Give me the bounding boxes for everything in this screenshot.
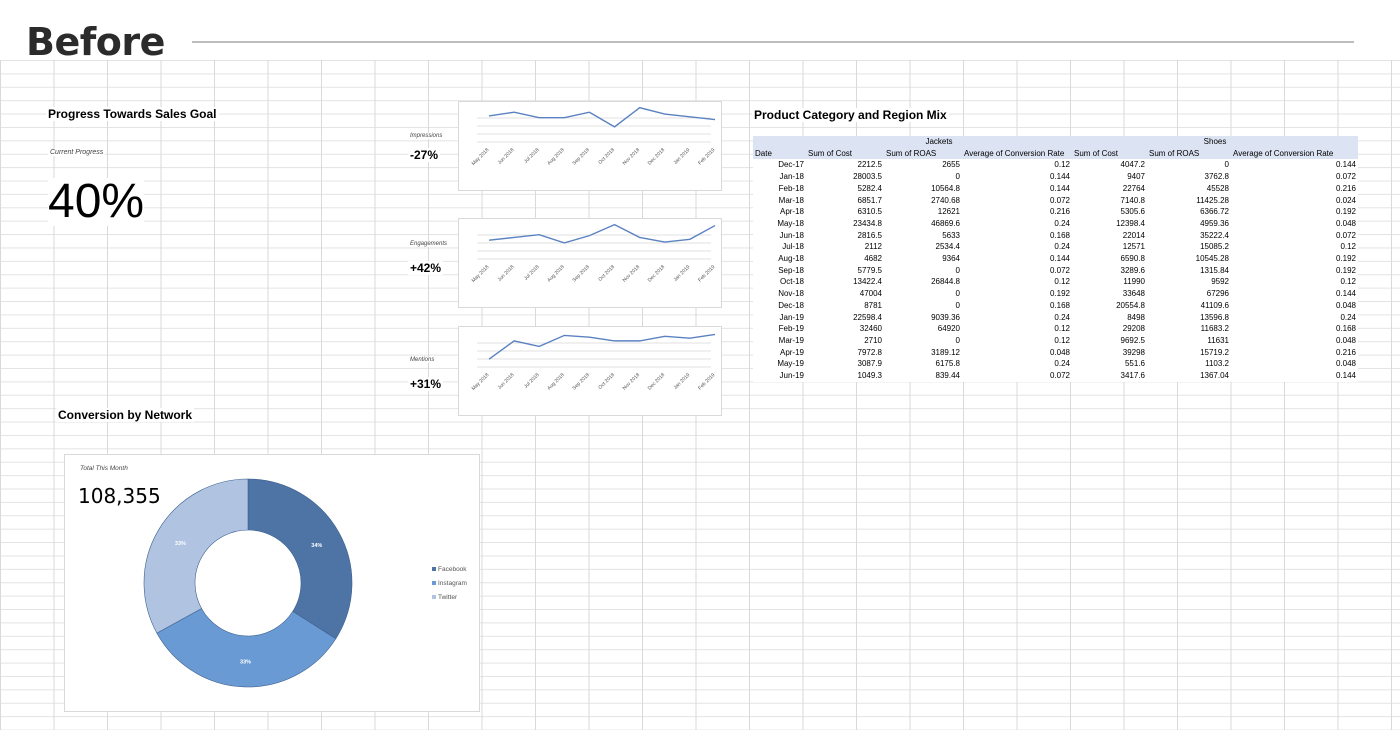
table-row: [753, 241, 1358, 253]
table-cell[interactable]: 11683.2: [1200, 324, 1229, 334]
table-cell[interactable]: 11631: [1207, 335, 1229, 345]
table-cell[interactable]: 0.144: [1335, 160, 1357, 170]
legend-item: [432, 576, 467, 590]
sales-goal-heading: Progress Towards Sales Goal: [48, 107, 217, 121]
table-cell[interactable]: 0.192: [1335, 207, 1357, 217]
table-cell[interactable]: 0.216: [1335, 347, 1357, 357]
table-cell[interactable]: 22014: [1122, 230, 1145, 240]
table-cell[interactable]: 0.168: [1049, 300, 1070, 310]
spark-tick-label: Dec 2018: [646, 264, 667, 284]
table-cell[interactable]: 1367.04: [1200, 371, 1229, 381]
table-cell[interactable]: 0.072: [1049, 371, 1070, 381]
table-cell[interactable]: 0.12: [1340, 277, 1357, 287]
spark-tick-label: Feb 2019: [697, 147, 717, 167]
table-cell[interactable]: 33648: [1122, 289, 1145, 299]
table-cell[interactable]: 22598.4: [853, 312, 882, 322]
table-cell[interactable]: 9692.5: [1120, 335, 1145, 345]
table-heading: Product Category and Region Mix: [754, 108, 947, 122]
table-row: [753, 183, 1358, 195]
spark-tick-label: Aug 2018: [546, 264, 566, 284]
col-jackets-cost: Sum of Cost: [808, 148, 853, 158]
table-cell[interactable]: May-18: [777, 218, 804, 228]
table-cell[interactable]: 0.024: [1335, 195, 1357, 205]
table-cell[interactable]: 0.24: [1054, 359, 1070, 369]
table-cell[interactable]: 26844.8: [931, 277, 960, 287]
table-cell[interactable]: 0.192: [1335, 265, 1357, 275]
legend-label: Facebook: [438, 565, 467, 573]
spark-tick-label: Nov 2018: [621, 264, 642, 284]
table-cell[interactable]: 0: [955, 265, 960, 275]
table-row: [753, 335, 1358, 347]
table-cell[interactable]: 0.072: [1049, 265, 1070, 275]
table-row: [753, 323, 1358, 335]
table-cell[interactable]: 0.072: [1335, 172, 1357, 182]
table-cell[interactable]: Feb-18: [778, 183, 804, 193]
table-cell[interactable]: May-19: [777, 359, 804, 369]
group-jackets: Jackets: [925, 137, 953, 146]
spark-tick-label: Dec 2018: [646, 147, 667, 167]
spark-tick-label: Sep 2018: [571, 147, 591, 167]
table-cell[interactable]: 0.12: [1054, 277, 1070, 287]
donut-slice-label: 33%: [240, 659, 252, 666]
table-row: [753, 276, 1358, 288]
table-cell[interactable]: 12398.4: [1116, 218, 1145, 228]
table-cell[interactable]: Jan-19: [779, 312, 804, 322]
spark-chart-impressions[interactable]: [458, 101, 722, 191]
spark-tick-label: Oct 2018: [597, 264, 616, 283]
spark-chart-engagements[interactable]: [458, 218, 722, 308]
legend-label: Twitter: [438, 593, 458, 601]
table-cell[interactable]: Mar-19: [778, 335, 804, 345]
donut-slice-label: 33%: [174, 541, 186, 548]
table-cell[interactable]: 6310.5: [857, 207, 882, 217]
table-cell[interactable]: 0: [955, 300, 960, 310]
spark-tick-label: Jan 2019: [672, 372, 692, 391]
spark-tick-label: Oct 2018: [597, 147, 616, 166]
legend-swatch: [432, 581, 436, 585]
table-cell[interactable]: 0.192: [1049, 289, 1070, 299]
legend-swatch: [432, 595, 436, 599]
table-cell[interactable]: 0.24: [1054, 218, 1070, 228]
sales-goal-subheading: Current Progress: [50, 149, 104, 156]
table-cell[interactable]: 0.24: [1340, 312, 1357, 322]
table-cell[interactable]: 13422.4: [853, 277, 882, 287]
table-body: [753, 159, 1358, 381]
spark-tick-label: Jan 2019: [672, 147, 692, 166]
spark-tick-label: May 2018: [470, 264, 491, 284]
table-cell[interactable]: 9364: [942, 254, 960, 264]
table-row: [753, 370, 1358, 382]
table-row: [753, 171, 1358, 183]
col-date: Date: [755, 148, 772, 158]
legend-label: Instagram: [438, 579, 467, 587]
table-cell[interactable]: 8498: [1127, 312, 1145, 322]
spark-line: [489, 108, 715, 127]
table-cell[interactable]: 45528: [1206, 183, 1229, 193]
table-cell[interactable]: 9039.36: [931, 312, 960, 322]
table-cell[interactable]: 0.12: [1054, 160, 1070, 170]
table-cell[interactable]: Apr-19: [779, 347, 804, 357]
table-cell[interactable]: Mar-18: [778, 195, 804, 205]
table-cell[interactable]: 2816.5: [857, 230, 882, 240]
pivot-table[interactable]: [753, 136, 1358, 382]
table-cell[interactable]: 5305.6: [1120, 207, 1145, 217]
table-row: [753, 265, 1358, 277]
legend-swatch: [432, 567, 436, 571]
table-cell[interactable]: 47004: [859, 289, 882, 299]
spark-line: [489, 334, 715, 359]
col-shoes-conversion: Average of Conversion Rate: [1233, 148, 1334, 158]
spark-tick-label: Dec 2018: [646, 372, 667, 392]
table-cell[interactable]: 0.24: [1054, 242, 1070, 252]
spark-tick-label: Jul 2018: [523, 147, 541, 165]
spark-tick-label: May 2018: [470, 372, 491, 392]
table-cell[interactable]: 7140.8: [1120, 195, 1145, 205]
donut-chart: [65, 455, 479, 711]
table-row: [753, 288, 1358, 300]
spark-tick-label: Feb 2019: [697, 264, 717, 284]
spark-tick-label: Jun 2018: [496, 147, 516, 166]
table-cell[interactable]: 551.6: [1124, 359, 1145, 369]
spark-tick-label: Sep 2018: [571, 372, 591, 392]
table-row: [753, 358, 1358, 370]
table-cell[interactable]: 0.12: [1054, 335, 1070, 345]
donut-slice[interactable]: [248, 479, 352, 639]
conversion-chart-card[interactable]: [64, 454, 480, 712]
table-cell[interactable]: 32460: [859, 324, 882, 334]
table-cell[interactable]: Dec-18: [778, 300, 804, 310]
table-cell[interactable]: 2534.4: [935, 242, 960, 252]
table-cell[interactable]: Jul-18: [782, 242, 804, 252]
table-cell[interactable]: 5779.5: [857, 265, 882, 275]
table-cell[interactable]: 0.144: [1049, 254, 1070, 264]
donut-slice-label: 34%: [311, 543, 323, 550]
table-cell[interactable]: 0.048: [1335, 218, 1357, 228]
spark-tick-label: Jun 2018: [496, 372, 516, 391]
table-cell[interactable]: 10564.8: [931, 183, 960, 193]
conversion-total: 108,355: [78, 484, 161, 508]
sales-goal-value: 40%: [48, 175, 145, 228]
table-cell[interactable]: 11990: [1123, 277, 1145, 287]
spark-tick-label: Oct 2018: [597, 372, 616, 391]
spark-tick-label: Feb 2019: [697, 372, 717, 392]
group-shoes: Shoes: [1203, 137, 1227, 146]
table-cell[interactable]: 1103.2: [1205, 359, 1229, 369]
table-cell[interactable]: 839.44: [935, 371, 960, 381]
table-cell[interactable]: 2740.68: [931, 195, 960, 205]
table-cell[interactable]: 0: [955, 335, 960, 345]
table-cell[interactable]: 39298: [1122, 347, 1145, 357]
spark-line: [489, 225, 715, 243]
table-cell[interactable]: 0: [955, 172, 960, 182]
spark-label-mentions: Mentions: [410, 357, 435, 363]
table-cell[interactable]: 6590.8: [1120, 254, 1145, 264]
table-row: [753, 159, 1358, 171]
table-cell[interactable]: Apr-18: [779, 207, 804, 217]
sparkline-svg: [459, 102, 721, 190]
table-cell[interactable]: 6851.7: [857, 195, 882, 205]
table-header-row: [753, 148, 1358, 160]
table-cell[interactable]: 0.192: [1335, 254, 1357, 264]
table-cell[interactable]: 11425.28: [1196, 195, 1229, 205]
table-cell[interactable]: 0.144: [1335, 289, 1357, 299]
table-cell[interactable]: 9407: [1127, 172, 1145, 182]
table-cell[interactable]: Nov-18: [778, 289, 804, 299]
table-row: [753, 206, 1358, 218]
table-cell[interactable]: 4047.2: [1120, 160, 1145, 170]
table-cell[interactable]: 3289.6: [1120, 265, 1145, 275]
table-cell[interactable]: 15719.2: [1200, 347, 1229, 357]
table-cell[interactable]: 2112: [864, 242, 882, 252]
table-cell[interactable]: 5633: [942, 230, 960, 240]
table-cell[interactable]: 3189.12: [931, 347, 960, 357]
table-cell[interactable]: 0.144: [1335, 371, 1357, 381]
table-cell[interactable]: 9592: [1211, 277, 1229, 287]
table-cell[interactable]: 0: [955, 289, 960, 299]
table-row: [753, 312, 1358, 324]
table-cell[interactable]: 0.048: [1335, 335, 1357, 345]
col-shoes-cost: Sum of Cost: [1074, 148, 1119, 158]
table-cell[interactable]: 8781: [864, 300, 882, 310]
table-cell[interactable]: 0.168: [1335, 324, 1357, 334]
table-cell[interactable]: 3762.8: [1204, 172, 1229, 182]
table-cell[interactable]: 12571: [1122, 242, 1145, 252]
table-cell[interactable]: 0.072: [1049, 195, 1070, 205]
spark-tick-label: Nov 2018: [621, 147, 642, 167]
table-cell[interactable]: 0.24: [1054, 312, 1070, 322]
table-cell[interactable]: 6175.8: [935, 359, 960, 369]
table-cell[interactable]: 0.216: [1049, 207, 1070, 217]
spark-chart-mentions[interactable]: [458, 326, 722, 416]
page-title: Before: [26, 20, 165, 64]
table-cell[interactable]: Sep-18: [778, 265, 804, 275]
table-row: [753, 230, 1358, 242]
table-cell[interactable]: 13596.8: [1200, 312, 1229, 322]
table-cell[interactable]: 0.048: [1335, 359, 1357, 369]
sparkline-svg: [459, 219, 721, 307]
spark-tick-label: Sep 2018: [571, 264, 591, 284]
table-cell[interactable]: 22764: [1122, 183, 1145, 193]
title-divider: [192, 41, 1354, 43]
table-cell[interactable]: 0.144: [1049, 172, 1070, 182]
table-cell[interactable]: 6366.72: [1200, 207, 1229, 217]
col-jackets-roas: Sum of ROAS: [886, 148, 937, 158]
table-cell[interactable]: 0.144: [1049, 183, 1070, 193]
table-cell[interactable]: 2710: [864, 335, 882, 345]
donut-legend: [432, 562, 467, 604]
table-group-row: [753, 136, 1358, 148]
table-cell[interactable]: 4959.36: [1200, 218, 1229, 228]
spark-tick-label: Nov 2018: [621, 372, 642, 392]
spark-tick-label: Jul 2018: [523, 264, 541, 282]
table-cell[interactable]: 29208: [1122, 324, 1145, 334]
table-cell[interactable]: 1049.3: [857, 371, 882, 381]
spark-change-mentions: +31%: [410, 377, 442, 391]
table-cell[interactable]: 2212.5: [857, 160, 882, 170]
spark-tick-label: Jun 2018: [496, 264, 516, 283]
table-cell[interactable]: 2655: [942, 160, 960, 170]
table-cell[interactable]: 67296: [1206, 289, 1229, 299]
table-cell[interactable]: 4682: [864, 254, 882, 264]
spark-tick-label: Aug 2018: [546, 372, 566, 392]
donut-slice[interactable]: [144, 479, 248, 633]
table-cell[interactable]: 23434.8: [853, 218, 882, 228]
col-shoes-roas: Sum of ROAS: [1149, 148, 1200, 158]
col-jackets-conversion: Average of Conversion Rate: [964, 148, 1065, 158]
table-cell[interactable]: Oct-18: [779, 277, 804, 287]
legend-item: [432, 562, 467, 576]
table-cell[interactable]: 3417.6: [1120, 371, 1145, 381]
table-group-spacer: [753, 136, 806, 148]
table-cell[interactable]: 0.168: [1049, 230, 1070, 240]
table-cell[interactable]: Jun-19: [779, 371, 804, 381]
table-row: [753, 218, 1358, 230]
table-row: [753, 253, 1358, 265]
table-cell[interactable]: 0.12: [1054, 324, 1070, 334]
table-cell[interactable]: 28003.5: [853, 172, 882, 182]
table-cell[interactable]: 0: [1224, 160, 1229, 170]
table-cell[interactable]: 7972.8: [857, 347, 882, 357]
spark-label-engagements: Engagements: [410, 241, 448, 247]
table-cell[interactable]: 0.048: [1049, 347, 1070, 357]
spark-label-impressions: Impressions: [410, 133, 443, 139]
table-cell[interactable]: Jan-18: [779, 172, 804, 182]
spark-tick-label: May 2018: [470, 147, 491, 167]
table-cell[interactable]: 0.216: [1335, 183, 1357, 193]
table-cell[interactable]: 35222.4: [1200, 230, 1229, 240]
table-cell[interactable]: Feb-19: [778, 324, 804, 334]
table-row: [753, 195, 1358, 207]
table-cell[interactable]: 64920: [937, 324, 960, 334]
spark-change-impressions: -27%: [410, 148, 439, 162]
table-cell[interactable]: Aug-18: [778, 254, 804, 264]
spark-change-engagements: +42%: [410, 261, 442, 275]
table-cell[interactable]: 10545.28: [1195, 254, 1229, 264]
spark-tick-label: Jul 2018: [523, 372, 541, 390]
table-row: [753, 300, 1358, 312]
spark-tick-label: Jan 2019: [672, 264, 692, 283]
table-cell[interactable]: 41109.6: [1200, 300, 1229, 310]
table-cell[interactable]: Jun-18: [779, 230, 804, 240]
table-cell[interactable]: 0.048: [1335, 300, 1357, 310]
table-row: [753, 347, 1358, 359]
conversion-heading: Conversion by Network: [58, 408, 193, 422]
table-cell[interactable]: 3087.9: [857, 359, 882, 369]
table-cell[interactable]: Dec-17: [778, 160, 804, 170]
spark-tick-label: Aug 2018: [546, 147, 566, 167]
sparkline-svg: [459, 327, 721, 415]
table-cell[interactable]: 12621: [937, 207, 960, 217]
table-cell[interactable]: 0.12: [1340, 242, 1357, 252]
legend-item: [432, 590, 467, 604]
table-cell[interactable]: 5282.4: [857, 183, 882, 193]
table-cell[interactable]: 20554.8: [1116, 300, 1145, 310]
conversion-subheading: Total This Month: [80, 465, 128, 472]
table-cell[interactable]: 0.072: [1335, 230, 1357, 240]
table-cell[interactable]: 46869.6: [931, 218, 960, 228]
table-cell[interactable]: 1315.84: [1200, 265, 1229, 275]
table-cell[interactable]: 15085.2: [1200, 242, 1229, 252]
